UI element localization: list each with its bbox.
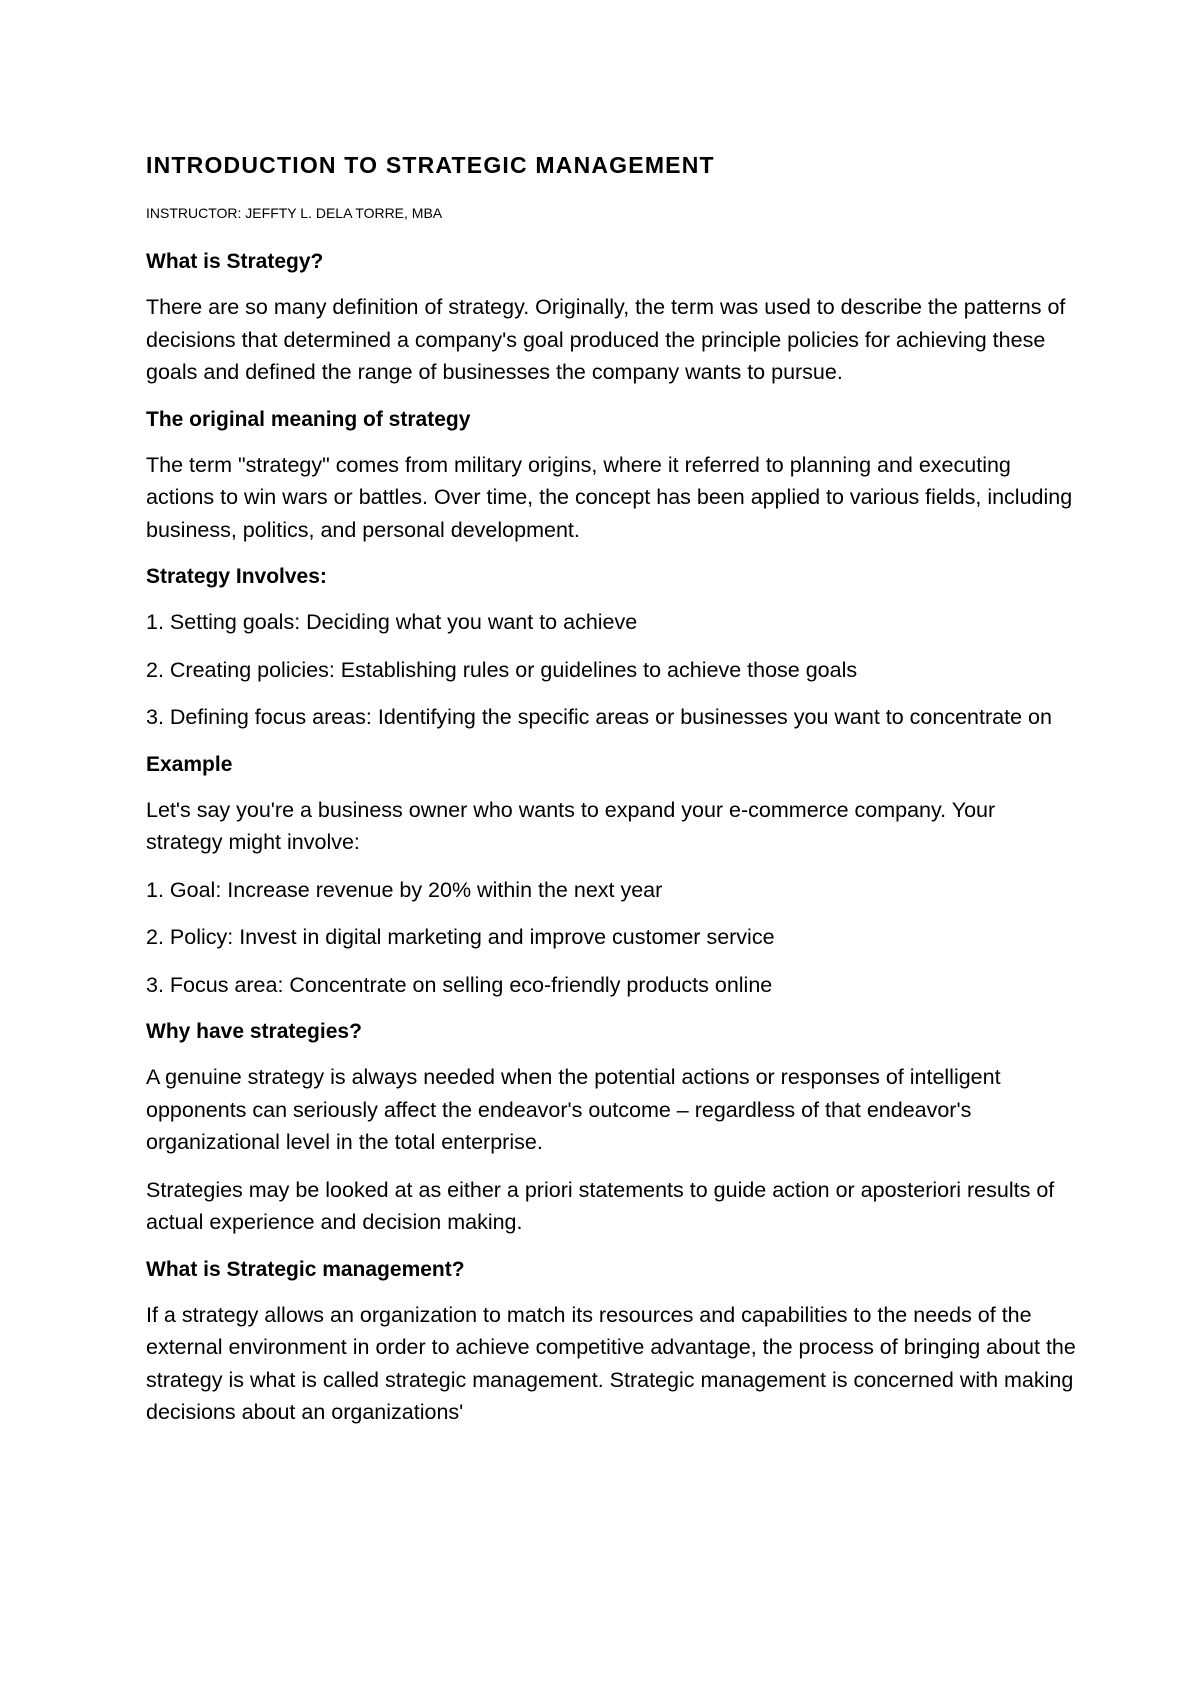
- list-item: 1. Setting goals: Deciding what you want to achieve: [146, 610, 638, 634]
- list-item: 2. Policy: Invest in digital marketing and improve customer service: [146, 925, 775, 949]
- document-page: [146, 150, 1076, 1429]
- heading-strategic-management: What is Strategic management?: [146, 1257, 465, 1281]
- heading-what-is-strategy: What is Strategy?: [146, 250, 324, 273]
- instructor-line: INSTRUCTOR: JEFFTY L. DELA TORRE, MBA: [146, 205, 443, 221]
- paragraph-strategic-management: If a strategy allows an organization to match its resources and capabilities to the needs of the external environment in order to achieve competitive advantage, the process of bringing about the strategy is what is called strategic management. Strategic management is concerned with making decisions about an organizations': [146, 1302, 1076, 1424]
- heading-why-strategies: Why have strategies?: [146, 1020, 362, 1043]
- heading-strategy-involves: Strategy Involves:: [146, 565, 327, 588]
- list-item: 3. Focus area: Concentrate on selling eco-friendly products online: [146, 972, 773, 997]
- list-item: 3. Defining focus areas: Identifying the specific areas or businesses you want to concentrate on: [146, 705, 1052, 729]
- paragraph-why-strategies-1: A genuine strategy is always needed when the potential actions or responses of intelligent opponents can seriously affect the endeavor's outcome – regardless of that endeavor's organizational level in the total enterprise.: [146, 1065, 1001, 1154]
- list-item: 1. Goal: Increase revenue by 20% within the next year: [146, 877, 663, 902]
- paragraph-why-strategies-2: Strategies may be looked at as either a priori statements to guide action or aposteriori results of actual experience and decision making.: [146, 1177, 1055, 1234]
- paragraph-what-is-strategy: There are so many definition of strategy. Originally, the term was used to describe the patterns of decisions that determined a company's goal produced the principle policies for achieving these goals and defined the range of businesses the company wants to pursue.: [146, 295, 1066, 384]
- list-item: 2. Creating policies: Establishing rules or guidelines to achieve those goals: [146, 657, 858, 682]
- document-title: INTRODUCTION TO STRATEGIC MANAGEMENT: [146, 152, 715, 178]
- paragraph-example: Let's say you're a business owner who wants to expand your e-commerce company. Your strategy might involve:: [146, 797, 996, 854]
- heading-original-meaning: The original meaning of strategy: [146, 407, 471, 431]
- heading-example: Example: [146, 752, 233, 776]
- paragraph-original-meaning: The term "strategy" comes from military origins, where it referred to planning and executing actions to win wars or battles. Over time, the concept has been applied to various fields, including business, politics, and personal development.: [146, 452, 1073, 542]
